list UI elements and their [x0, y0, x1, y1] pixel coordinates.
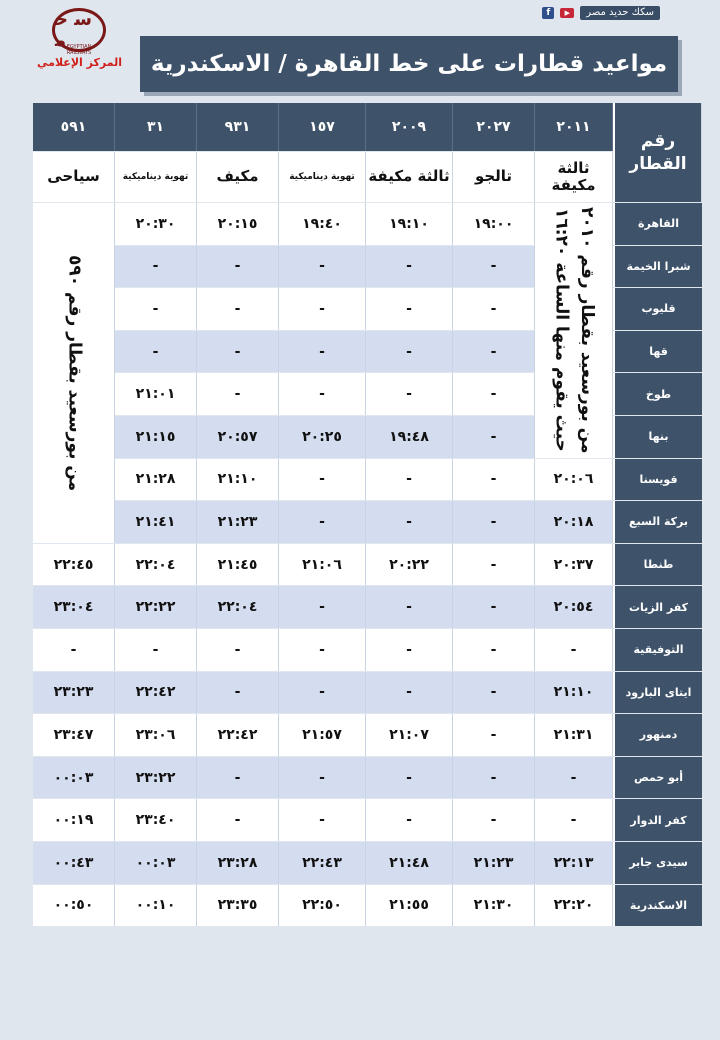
time-cell: ٢١:٣٠: [453, 885, 535, 927]
time-cell: ٢١:٠٧: [366, 714, 453, 756]
station-name: شبرا الخيمة: [613, 246, 702, 288]
time-cell: ٢١:٢٣: [453, 842, 535, 884]
time-cell: ٢٠:٠٦: [535, 459, 613, 501]
youtube-icon[interactable]: ▶: [560, 8, 574, 18]
time-cell: ٢٠:١٥: [197, 203, 279, 245]
page-title: مواعيد قطارات على خط القاهرة / الاسكندرية: [140, 36, 678, 92]
time-cell: ١٩:٠٠: [453, 203, 535, 245]
time-cell: ٢١:٢٨: [115, 459, 197, 501]
time-cell: -: [366, 246, 453, 288]
schedule-table: [33, 103, 702, 926]
time-cell: ٢٢:٥٠: [279, 885, 366, 927]
time-cell: ٢٣:٠٦: [115, 714, 197, 756]
station-name: دمنهور: [613, 714, 702, 756]
time-cell: ٢٢:٤٣: [279, 842, 366, 884]
time-cell: ٠٠:٥٠: [33, 885, 115, 927]
logo-emblem: ﺳ ﺣ ﻣ: [52, 8, 106, 52]
time-cell: ٢١:٥٧: [279, 714, 366, 756]
time-cell: ٢٠:٣٧: [535, 544, 613, 586]
time-cell: -: [453, 331, 535, 373]
time-cell: ٢٢:٢٢: [115, 586, 197, 628]
time-cell: ٠٠:٤٣: [33, 842, 115, 884]
logo: [32, 8, 127, 70]
time-cell: -: [279, 586, 366, 628]
time-cell: -: [366, 586, 453, 628]
time-cell: ٢٣:٢٢: [115, 757, 197, 799]
time-cell: -: [197, 288, 279, 330]
time-cell: ٢٢:٠٤: [197, 586, 279, 628]
time-cell: -: [366, 629, 453, 671]
train-class: تالجو: [453, 152, 535, 202]
train-class: تهوية ديناميكية: [279, 152, 366, 202]
time-cell: -: [366, 501, 453, 543]
train-class: ثالثة مكيفة: [535, 152, 613, 202]
time-cell: ٢١:٤٨: [366, 842, 453, 884]
time-cell: ٢٣:٤٧: [33, 714, 115, 756]
time-cell: ٢٢:٢٠: [535, 885, 613, 927]
corner-label: رقم القطار: [613, 103, 702, 202]
time-cell: ٠٠:٠٣: [33, 757, 115, 799]
time-cell: -: [197, 331, 279, 373]
time-cell: -: [279, 373, 366, 415]
note-train-2011: من بورسعيد بقطار رقم ٢٠١٠ حيث يقوم منها الساعة ١٦:٢٠: [535, 203, 613, 458]
station-name: قليوب: [613, 288, 702, 330]
time-cell: -: [279, 501, 366, 543]
note-train-591: من بورسعيد بقطار رقم ٥٩٠: [33, 203, 115, 543]
time-cell: -: [453, 544, 535, 586]
station-name: طنطا: [613, 544, 702, 586]
time-cell: ٢٢:٤٢: [197, 714, 279, 756]
time-cell: -: [279, 799, 366, 841]
time-cell: ٢٢:٤٢: [115, 672, 197, 714]
time-cell: ٢٠:٥٧: [197, 416, 279, 458]
station-name: أبو حمص: [613, 757, 702, 799]
time-cell: -: [197, 757, 279, 799]
train-number: ٢٠٠٩: [366, 103, 453, 151]
time-cell: -: [366, 459, 453, 501]
time-cell: -: [279, 757, 366, 799]
station-name: بنها: [613, 416, 702, 458]
train-number: ٢٠٢٧: [453, 103, 535, 151]
time-cell: -: [366, 288, 453, 330]
time-cell: ٢١:٠٦: [279, 544, 366, 586]
time-cell: -: [535, 799, 613, 841]
train-class: سياحى: [33, 152, 115, 202]
time-cell: ٢١:٢٣: [197, 501, 279, 543]
train-class: مكيف: [197, 152, 279, 202]
station-name: طوخ: [613, 373, 702, 415]
time-cell: ٠٠:١٩: [33, 799, 115, 841]
time-cell: -: [115, 331, 197, 373]
time-cell: -: [453, 501, 535, 543]
time-cell: -: [197, 799, 279, 841]
time-cell: ٢١:٣١: [535, 714, 613, 756]
station-name: الاسكندرية: [613, 885, 702, 927]
time-cell: ٠٠:٠٣: [115, 842, 197, 884]
time-cell: -: [453, 459, 535, 501]
logo-text: المركز الإعلامي: [37, 56, 122, 69]
time-cell: ٢٢:٠٤: [115, 544, 197, 586]
time-cell: -: [279, 672, 366, 714]
time-cell: -: [453, 246, 535, 288]
time-cell: ٢٠:٢٢: [366, 544, 453, 586]
time-cell: ٢٣:٢٣: [33, 672, 115, 714]
station-name: سيدى جابر: [613, 842, 702, 884]
time-cell: -: [453, 799, 535, 841]
station-name: كفر الدوار: [613, 799, 702, 841]
time-cell: -: [453, 714, 535, 756]
station-name: قويسنا: [613, 459, 702, 501]
time-cell: -: [197, 246, 279, 288]
time-cell: ٢٣:٣٥: [197, 885, 279, 927]
time-cell: ١٩:٤٨: [366, 416, 453, 458]
time-cell: -: [453, 373, 535, 415]
top-strip: [542, 6, 660, 20]
time-cell: -: [453, 416, 535, 458]
time-cell: -: [33, 629, 115, 671]
time-cell: ٢١:١٠: [535, 672, 613, 714]
station-name: التوفيقية: [613, 629, 702, 671]
time-cell: ٢١:٤١: [115, 501, 197, 543]
time-cell: -: [366, 799, 453, 841]
facebook-icon[interactable]: f: [542, 7, 554, 19]
time-cell: ٢١:١٠: [197, 459, 279, 501]
time-cell: -: [366, 757, 453, 799]
station-name: كفر الزيات: [613, 586, 702, 628]
time-cell: ٢٢:١٣: [535, 842, 613, 884]
time-cell: -: [279, 246, 366, 288]
time-cell: -: [279, 459, 366, 501]
time-cell: ٢٠:٢٥: [279, 416, 366, 458]
time-cell: ٢٣:٠٤: [33, 586, 115, 628]
time-cell: -: [115, 629, 197, 671]
train-class: ثالثة مكيفة: [366, 152, 453, 202]
time-cell: -: [366, 672, 453, 714]
station-name: بركة السبع: [613, 501, 702, 543]
station-name: ايتاى البارود: [613, 672, 702, 714]
time-cell: -: [535, 757, 613, 799]
train-class: تهوية ديناميكية: [115, 152, 197, 202]
time-cell: ٢١:٥٥: [366, 885, 453, 927]
time-cell: ٢١:٤٥: [197, 544, 279, 586]
train-number: ٣١: [115, 103, 197, 151]
time-cell: ٢٣:٢٨: [197, 842, 279, 884]
time-cell: ١٩:٤٠: [279, 203, 366, 245]
train-number: ٥٩١: [33, 103, 115, 151]
time-cell: -: [279, 288, 366, 330]
train-number: ٢٠١١: [535, 103, 613, 151]
time-cell: -: [115, 288, 197, 330]
time-cell: ٠٠:١٠: [115, 885, 197, 927]
time-cell: -: [535, 629, 613, 671]
time-cell: -: [453, 288, 535, 330]
time-cell: ٢١:١٥: [115, 416, 197, 458]
time-cell: -: [279, 629, 366, 671]
station-name: القاهرة: [613, 203, 702, 245]
time-cell: ٢٢:٤٥: [33, 544, 115, 586]
time-cell: ٢٠:٣٠: [115, 203, 197, 245]
time-cell: -: [115, 246, 197, 288]
time-cell: -: [453, 757, 535, 799]
time-cell: ٢٠:١٨: [535, 501, 613, 543]
channel-label: سكك حديد مصر: [580, 6, 660, 20]
time-cell: -: [453, 586, 535, 628]
time-cell: -: [197, 629, 279, 671]
train-number: ١٥٧: [279, 103, 366, 151]
time-cell: -: [366, 373, 453, 415]
time-cell: -: [453, 672, 535, 714]
time-cell: -: [197, 672, 279, 714]
logo-subtext: EGYPTIAN RAILWAYS: [66, 44, 92, 56]
time-cell: ٢٣:٤٠: [115, 799, 197, 841]
time-cell: -: [366, 331, 453, 373]
time-cell: ٢٠:٥٤: [535, 586, 613, 628]
time-cell: -: [279, 331, 366, 373]
time-cell: -: [197, 373, 279, 415]
train-number: ٩٣١: [197, 103, 279, 151]
station-name: قها: [613, 331, 702, 373]
time-cell: -: [453, 629, 535, 671]
time-cell: ١٩:١٠: [366, 203, 453, 245]
time-cell: ٢١:٠١: [115, 373, 197, 415]
